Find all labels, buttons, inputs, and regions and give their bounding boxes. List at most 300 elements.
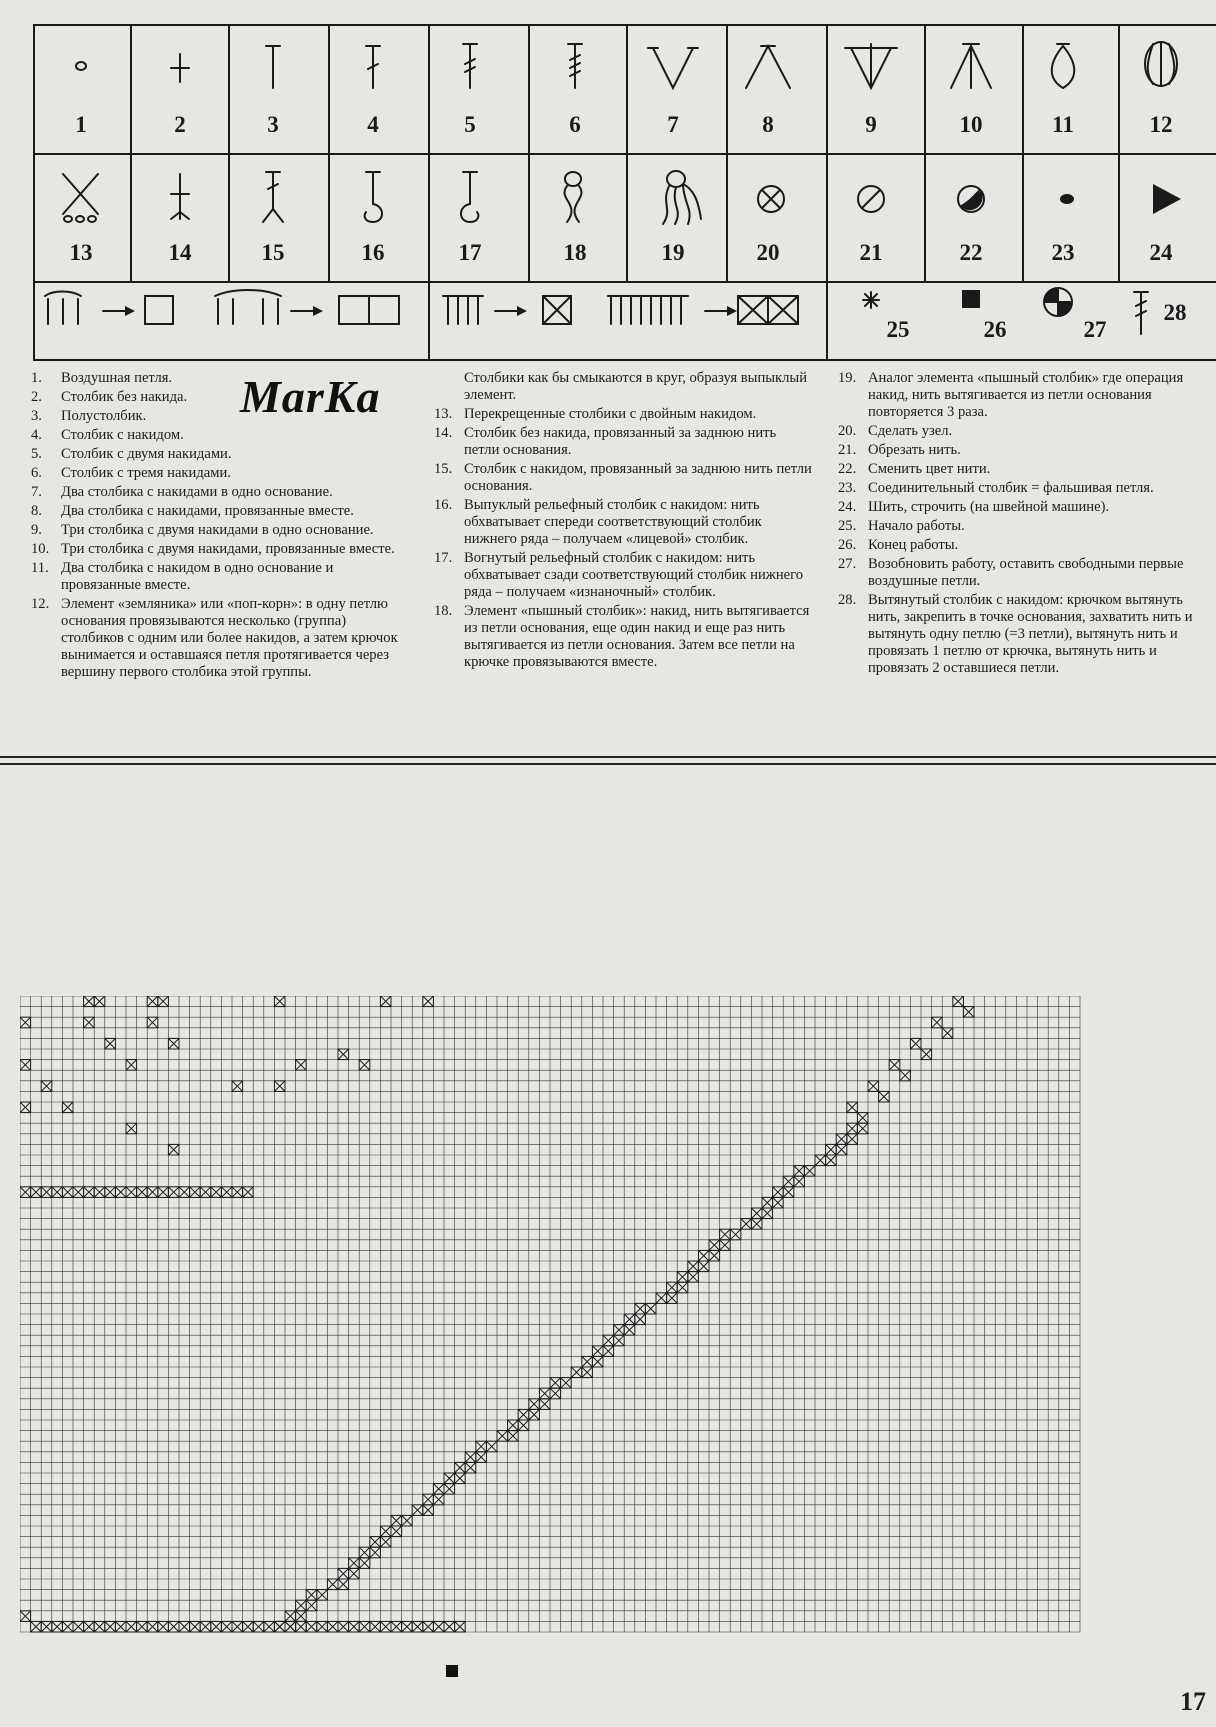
- chart-cross-cell: [539, 1388, 550, 1399]
- definition-text: Вытянутый столбик с накидом: крючком вытянуть нить, закрепить в точке основания, захватить нить и вытянуть одну петлю (=3 петли), вытянуть нить и провязать 1 петлю от крючка, вытянуть нить и провязать 2 оставшиеся петли.: [868, 592, 1193, 676]
- definition-item: [838, 480, 1216, 497]
- chart-cross-cell: [158, 1621, 169, 1632]
- chart-cross-cell: [455, 1473, 466, 1484]
- chart-cross-cell: [306, 1600, 317, 1611]
- chart-cross-cell: [41, 1187, 52, 1198]
- chart-cross-cell: [296, 1600, 307, 1611]
- chart-cross-cell: [953, 996, 964, 1007]
- legend-number-1: 1: [75, 112, 87, 137]
- chart-cross-cell: [147, 1017, 158, 1028]
- chart-cross-cell: [857, 1113, 868, 1124]
- divider-rule: [0, 763, 1216, 765]
- chart-cross-cell: [190, 1187, 201, 1198]
- chart-cross-cell: [794, 1166, 805, 1177]
- definition-text: Столбик с двумя накидами.: [61, 446, 232, 462]
- chart-cross-cell: [20, 1187, 31, 1198]
- chart-cross-cell: [338, 1579, 349, 1590]
- chart-cross-cell: [836, 1144, 847, 1155]
- chart-cross-cell: [783, 1187, 794, 1198]
- definition-number: 21.: [838, 442, 857, 458]
- chart-cross-cell: [168, 1187, 179, 1198]
- sym-resume-work-icon: [1044, 288, 1072, 316]
- chart-cross-cell: [550, 1378, 561, 1389]
- sym-front-post-icon: [365, 172, 382, 222]
- definition-text: Столбик без накида.: [61, 389, 188, 405]
- chart-cross-cell: [412, 1621, 423, 1632]
- legend-number-12: 12: [1149, 112, 1173, 137]
- sym-three-tr-together-icon: [951, 44, 991, 88]
- chart-cross-cell: [264, 1621, 275, 1632]
- definitions-column-3: [838, 370, 1216, 679]
- definition-item: [434, 425, 814, 459]
- chart-cross-cell: [794, 1176, 805, 1187]
- chart-cross-cell: [317, 1621, 328, 1632]
- legend-number-15: 15: [261, 240, 285, 265]
- legend-number-25: 25: [886, 317, 910, 342]
- chart-cross-cell: [656, 1293, 667, 1304]
- sym-start-work-icon: [863, 292, 879, 308]
- definition-item: [31, 370, 408, 387]
- legend-number-5: 5: [464, 112, 476, 137]
- definition-item: [434, 461, 814, 495]
- chart-cross-cell: [84, 1621, 95, 1632]
- chart-cross-cell: [667, 1293, 678, 1304]
- definition-text: Возобновить работу, оставить свободными первые воздушные петли.: [868, 556, 1184, 589]
- chart-cross-cell: [200, 1621, 211, 1632]
- chart-cross-cell: [391, 1515, 402, 1526]
- definition-number: 2.: [31, 389, 42, 405]
- chart-cross-cell: [94, 996, 105, 1007]
- chart-cross-cell: [826, 1155, 837, 1166]
- sym-double-treble-icon: [568, 44, 582, 88]
- legend-number-10: 10: [959, 112, 983, 137]
- chart-cross-cell: [126, 1123, 137, 1134]
- chart-cross-cell: [370, 1537, 381, 1548]
- chart-cross-cell: [105, 1187, 116, 1198]
- legend-number-28: 28: [1163, 300, 1187, 325]
- definition-number: 4.: [31, 427, 42, 443]
- chart-cross-cell: [349, 1558, 360, 1569]
- definition-continuation: Столбики как бы смыкаются в круг, образуя выпыклый элемент.: [464, 370, 808, 403]
- chart-cross-cell: [889, 1060, 900, 1071]
- chart-cross-cell: [402, 1515, 413, 1526]
- sym-sew-icon: [1153, 184, 1181, 214]
- chart-cross-cell: [349, 1621, 360, 1632]
- chart-cross-cell: [921, 1049, 932, 1060]
- chart-cross-cell: [232, 1621, 243, 1632]
- chart-cross-cell: [126, 1187, 137, 1198]
- chart-cross-cell: [423, 1621, 434, 1632]
- definition-text: Столбик с накидом, провязанный за заднюю нить петли основания.: [464, 461, 812, 494]
- chart-cross-cell: [592, 1356, 603, 1367]
- divider-rule: [0, 756, 1216, 758]
- chart-cross-cell: [380, 1526, 391, 1537]
- chart-cross-cell: [571, 1367, 582, 1378]
- chart-cross-cell: [168, 1144, 179, 1155]
- chart-cross-cell: [52, 1621, 63, 1632]
- chart-cross-cell: [667, 1282, 678, 1293]
- sym-puff-3-icon: [663, 171, 701, 224]
- definition-number: 20.: [838, 423, 857, 439]
- chart-cross-cell: [550, 1388, 561, 1399]
- definition-number: 16.: [434, 497, 453, 513]
- definition-item: [31, 541, 408, 558]
- chart-cross-cell: [31, 1621, 42, 1632]
- definition-item: [31, 484, 408, 501]
- definition-number: 28.: [838, 592, 857, 608]
- chart-cross-cell: [380, 996, 391, 1007]
- definition-item: [31, 427, 408, 444]
- chart-cross-cell: [614, 1335, 625, 1346]
- definition-number: 12.: [31, 596, 50, 612]
- legend-number-4: 4: [367, 112, 379, 137]
- definition-text: Сменить цвет нити.: [868, 461, 991, 477]
- definitions-column-2: [434, 370, 814, 673]
- sym-treble-icon: [463, 44, 477, 88]
- chart-cross-cell: [338, 1049, 349, 1060]
- chart-cross-cell: [73, 1187, 84, 1198]
- chart-cross-cell: [338, 1568, 349, 1579]
- chart-cross-cell: [497, 1431, 508, 1442]
- chart-cross-cell: [253, 1621, 264, 1632]
- definition-text: Столбик без накида, провязанный за заднюю нить петли основания.: [464, 425, 777, 458]
- chart-cross-cell: [804, 1166, 815, 1177]
- chart-cross-cell: [232, 1081, 243, 1092]
- chart-cross-cell: [423, 1505, 434, 1516]
- chart-cross-cell: [433, 1621, 444, 1632]
- chart-cross-cell: [84, 996, 95, 1007]
- end-marker: [446, 1665, 458, 1677]
- chart-cross-cell: [211, 1621, 222, 1632]
- definition-item: [31, 560, 408, 594]
- chart-cross-cell: [465, 1462, 476, 1473]
- legend-number-6: 6: [569, 112, 581, 137]
- definition-number: 25.: [838, 518, 857, 534]
- definition-item: [31, 503, 408, 520]
- chart-cross-cell: [105, 1038, 116, 1049]
- chart-cross-cell: [370, 1621, 381, 1632]
- sym-change-color-icon: [958, 186, 984, 212]
- chart-cross-cell: [942, 1028, 953, 1039]
- chart-cross-cell: [20, 1611, 31, 1622]
- chart-cross-cell: [847, 1102, 858, 1113]
- chart-cross-cell: [359, 1558, 370, 1569]
- chart-cross-cell: [508, 1420, 519, 1431]
- chart-cross-cell: [826, 1144, 837, 1155]
- definition-number: 24.: [838, 499, 857, 515]
- chart-cross-cell: [20, 1017, 31, 1028]
- sym-two-dc-base-together-icon: [1052, 44, 1075, 88]
- chart-cross-cell: [698, 1250, 709, 1261]
- chart-cross-cell: [306, 1590, 317, 1601]
- definition-text: Два столбика с накидами, провязанные вместе.: [61, 503, 354, 519]
- chart-cross-cell: [423, 1494, 434, 1505]
- chart-cross-cell: [115, 1621, 126, 1632]
- definition-number: 13.: [434, 406, 453, 422]
- legend-number-22: 22: [959, 240, 983, 265]
- definition-number: 14.: [434, 425, 453, 441]
- chart-cross-cell: [349, 1568, 360, 1579]
- legend-number-2: 2: [174, 112, 186, 137]
- chart-cross-cell: [773, 1187, 784, 1198]
- chart-cross-cell: [391, 1621, 402, 1632]
- definition-text: Шить, строчить (на швейной машине).: [868, 499, 1110, 515]
- chart-cross-cell: [476, 1441, 487, 1452]
- definition-text: Вогнутый рельефный столбик с накидом: нить обхватывает сзади соответствующий столбик нижнего ряда – получаем «изнаночный» столбик.: [464, 550, 804, 600]
- legend-number-11: 11: [1052, 112, 1074, 137]
- chart-cross-cell: [741, 1219, 752, 1230]
- definition-item: [434, 550, 814, 601]
- chart-cross-cell: [444, 1473, 455, 1484]
- chart-cross-cell: [137, 1187, 148, 1198]
- definition-item: [838, 499, 1216, 516]
- definition-number: 3.: [31, 408, 42, 424]
- chart-cross-cell: [179, 1187, 190, 1198]
- chart-cross-cell: [168, 1621, 179, 1632]
- chart-cross-cell: [444, 1621, 455, 1632]
- chart-cross-cell: [815, 1155, 826, 1166]
- definition-text: Аналог элемента «пышный столбик» где операция накид, нить вытягивается из петли основания повторяется 3 раза.: [868, 370, 1184, 420]
- sym-two-dc-together-icon: [746, 46, 790, 88]
- symbol-legend-table: [33, 24, 1216, 361]
- chart-cross-cell: [221, 1621, 232, 1632]
- chart-cross-cell: [688, 1272, 699, 1283]
- definition-text: Воздушная петля.: [61, 370, 173, 386]
- legend-number-13: 13: [69, 240, 93, 265]
- chart-cross-cell: [147, 1187, 158, 1198]
- chart-cross-cell: [751, 1219, 762, 1230]
- chart-cross-cell: [624, 1325, 635, 1336]
- chart-cross-cell: [84, 1017, 95, 1028]
- chart-cross-cell: [285, 1611, 296, 1622]
- chart-cross-cell: [603, 1335, 614, 1346]
- chart-cross-cell: [296, 1611, 307, 1622]
- definition-number: 1.: [31, 370, 42, 386]
- chart-cross-cell: [847, 1123, 858, 1134]
- legend-number-18: 18: [563, 240, 587, 265]
- chart-cross-cell: [465, 1452, 476, 1463]
- chart-cross-cell: [433, 1484, 444, 1495]
- chart-cross-cell: [158, 996, 169, 1007]
- definition-item: [31, 446, 408, 463]
- definition-item: [838, 461, 1216, 478]
- chart-cross-cell: [762, 1208, 773, 1219]
- definition-number: 26.: [838, 537, 857, 553]
- definition-text: Столбик с тремя накидами.: [61, 465, 231, 481]
- chart-cross-cell: [126, 1060, 137, 1071]
- chart-cross-cell: [582, 1356, 593, 1367]
- chart-cross-cell: [211, 1187, 222, 1198]
- definition-number: 9.: [31, 522, 42, 538]
- definition-text: Сделать узел.: [868, 423, 953, 439]
- chart-cross-cell: [190, 1621, 201, 1632]
- page-number: 17: [1180, 1687, 1206, 1716]
- chart-cross-cell: [720, 1240, 731, 1251]
- legend-number-14: 14: [168, 240, 192, 265]
- chart-cross-cell: [455, 1621, 466, 1632]
- sym-puff-stitch-icon: [564, 172, 581, 222]
- chart-cross-cell: [762, 1197, 773, 1208]
- chart-cross-cell: [306, 1621, 317, 1632]
- sym-half-double-icon: [266, 46, 280, 88]
- sym-group-dc-cross-square-icon: [443, 296, 571, 324]
- chart-cross-cell: [41, 1081, 52, 1092]
- chart-cross-cell: [20, 1102, 31, 1113]
- definition-item: [31, 522, 408, 539]
- definition-item: [838, 537, 1216, 554]
- chart-cross-cell: [879, 1091, 890, 1102]
- definition-item: [31, 596, 408, 681]
- definition-text: Полустолбик.: [61, 408, 147, 424]
- sym-group-dc-cross-double-square-icon: [608, 296, 798, 324]
- definition-item: [434, 497, 814, 548]
- chart-cross-cell: [635, 1314, 646, 1325]
- definition-number: 18.: [434, 603, 453, 619]
- legend-number-24: 24: [1149, 240, 1173, 265]
- definition-item: [31, 465, 408, 482]
- chart-cross-cell: [158, 1187, 169, 1198]
- chart-cross-cell: [327, 1579, 338, 1590]
- chart-cross-cell: [359, 1621, 370, 1632]
- definition-item: [838, 556, 1216, 590]
- chart-cross-cell: [677, 1282, 688, 1293]
- chart-cross-cell: [105, 1621, 116, 1632]
- chart-cross-cell: [31, 1187, 42, 1198]
- sym-chain-icon: [76, 62, 86, 70]
- chart-cross-cell: [168, 1038, 179, 1049]
- sym-knot-icon: [758, 186, 784, 212]
- chart-cross-cell: [423, 996, 434, 1007]
- sym-dc-back-loop-icon: [263, 172, 283, 222]
- definition-item: [434, 603, 814, 671]
- sym-back-post-icon: [461, 172, 478, 222]
- chart-cross-cell: [52, 1187, 63, 1198]
- chart-cross-cell: [836, 1134, 847, 1145]
- definition-item: [838, 592, 1216, 677]
- chart-cross-cell: [380, 1621, 391, 1632]
- chart-cross-cell: [529, 1409, 540, 1420]
- definition-text: Три столбика с двумя накидами, провязанные вместе.: [61, 541, 395, 557]
- sym-popcorn-icon: [1145, 42, 1177, 86]
- chart-cross-cell: [582, 1367, 593, 1378]
- chart-cross-cell: [910, 1038, 921, 1049]
- chart-cross-cell: [94, 1187, 105, 1198]
- chart-cross-cell: [963, 1007, 974, 1018]
- chart-cross-cell: [932, 1017, 943, 1028]
- chart-cross-cell: [359, 1547, 370, 1558]
- definition-item: [838, 442, 1216, 459]
- sym-double-icon: [366, 46, 380, 88]
- chart-cross-cell: [243, 1187, 254, 1198]
- chart-cross-cell: [380, 1537, 391, 1548]
- chart-cross-cell: [688, 1261, 699, 1272]
- chart-cross-cell: [62, 1187, 73, 1198]
- chart-cross-cell: [433, 1494, 444, 1505]
- sym-long-dc-icon: [1134, 292, 1148, 334]
- legend-number-16: 16: [361, 240, 385, 265]
- legend-number-3: 3: [267, 112, 279, 137]
- definition-number: 19.: [838, 370, 857, 386]
- definition-number: 23.: [838, 480, 857, 496]
- definition-item: [838, 518, 1216, 535]
- sym-crossed-stitches-icon: [63, 174, 98, 222]
- legend-number-26: 26: [983, 317, 1007, 342]
- chart-cross-cell: [847, 1134, 858, 1145]
- definition-item: [838, 423, 1216, 440]
- chart-cross-cell: [645, 1303, 656, 1314]
- chart-cross-cell: [529, 1399, 540, 1410]
- definition-text: Элемент «земляника» или «поп-корн»: в одну петлю основания провязываются несколько (группа) столбиков с одним или более накидов, а затем крючок вынимается и оставшаяся петля протягивается через вершину первого столбика этой группы.: [61, 596, 398, 680]
- definition-text: Соединительный столбик = фальшивая петля.: [868, 480, 1154, 496]
- definition-number: 11.: [31, 560, 49, 576]
- chart-cross-cell: [561, 1378, 572, 1389]
- chart-cross-cell: [698, 1261, 709, 1272]
- definition-text: Выпуклый рельефный столбик с накидом: нить обхватывает спереди соответствующий столбик нижнего ряда – получаем «лицевой» столбик.: [464, 497, 762, 547]
- chart-cross-cell: [730, 1229, 741, 1240]
- filet-crochet-chart: [20, 996, 1090, 1656]
- chart-cross-cell: [274, 1081, 285, 1092]
- sym-three-tr-one-base-icon: [845, 44, 897, 88]
- legend-number-27: 27: [1083, 317, 1107, 342]
- chart-cross-cell: [126, 1621, 137, 1632]
- watermark: MarKa: [240, 371, 381, 422]
- definition-number: 8.: [31, 503, 42, 519]
- legend-number-17: 17: [458, 240, 482, 265]
- chart-cross-cell: [486, 1441, 497, 1452]
- chart-cross-cell: [274, 996, 285, 1007]
- chart-cross-cell: [359, 1060, 370, 1071]
- chart-cross-cell: [179, 1621, 190, 1632]
- chart-cross-cell: [518, 1420, 529, 1431]
- definition-text: Обрезать нить.: [868, 442, 961, 458]
- chart-cross-cell: [900, 1070, 911, 1081]
- definition-text: Три столбика с двумя накидами в одно основание.: [61, 522, 374, 538]
- chart-cross-cell: [115, 1187, 126, 1198]
- legend-number-7: 7: [667, 112, 679, 137]
- sym-two-dc-one-base-icon: [648, 48, 698, 88]
- chart-cross-cell: [476, 1452, 487, 1463]
- definition-text: Два столбика с накидом в одно основание и провязанные вместе.: [61, 560, 334, 593]
- definitions-column-1: [31, 370, 408, 683]
- legend-number-20: 20: [756, 240, 780, 265]
- definition-text: Два столбика с накидами в одно основание.: [61, 484, 333, 500]
- chart-cross-cell: [370, 1547, 381, 1558]
- sym-single-crochet-icon: [171, 54, 189, 82]
- chart-cross-cell: [783, 1176, 794, 1187]
- chart-cross-cell: [720, 1229, 731, 1240]
- chart-cross-cell: [200, 1187, 211, 1198]
- definition-item: [31, 389, 408, 406]
- chart-cross-cell: [624, 1314, 635, 1325]
- legend-number-19: 19: [661, 240, 685, 265]
- chart-cross-cell: [243, 1621, 254, 1632]
- chart-cross-cell: [402, 1621, 413, 1632]
- chart-cross-cell: [285, 1621, 296, 1632]
- chart-cross-cell: [508, 1431, 519, 1442]
- definition-text: Начало работы.: [868, 518, 965, 534]
- definition-item: [434, 406, 814, 423]
- chart-cross-cell: [868, 1081, 879, 1092]
- chart-cross-cell: [317, 1590, 328, 1601]
- definition-number: 15.: [434, 461, 453, 477]
- definition-text: Конец работы.: [868, 537, 959, 553]
- chart-cross-cell: [444, 1484, 455, 1495]
- chart-cross-cell: [709, 1250, 720, 1261]
- chart-cross-cell: [751, 1208, 762, 1219]
- chart-cross-cell: [147, 1621, 158, 1632]
- sym-end-work-icon: [962, 290, 980, 308]
- sym-sc-back-loop-icon: [171, 174, 189, 219]
